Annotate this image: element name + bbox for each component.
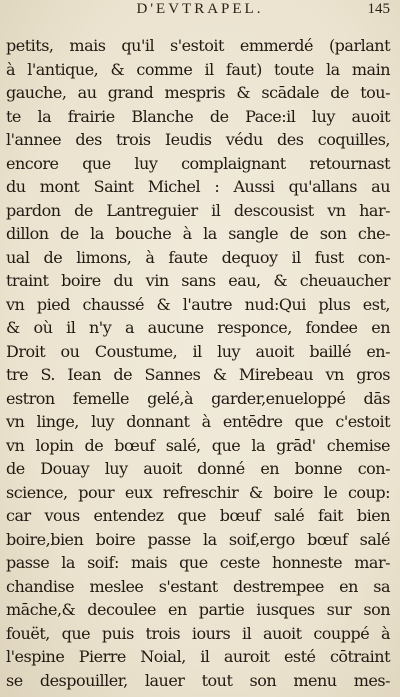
page-number: 145 bbox=[367, 1, 390, 17]
text-line: de Douay luy auoit donné en bonne con- bbox=[6, 459, 390, 478]
text-line: l'annee des trois Ieudis védu des coquilles, bbox=[6, 130, 390, 149]
text-line: petits, mais qu'il s'estoit emmerdé (parlant bbox=[6, 36, 390, 55]
text-line: dillon de la bouche à la sangle de son che- bbox=[6, 224, 390, 243]
text-line: estron femelle gelé,à garder,enueloppé dās bbox=[6, 388, 390, 408]
text-line: te la frairie Blanche de Pace:il luy auoit bbox=[6, 106, 390, 126]
text-line: Droit ou Coustume, il luy auoit baillé en- bbox=[6, 341, 390, 361]
text-line: science, pour eux refreschir & boire le coup: bbox=[6, 482, 390, 502]
text-line: à l'antique, & comme il faut) toute la main bbox=[6, 59, 390, 79]
text-line: boire,bien boire passe la soif,ergo bœuf salé bbox=[6, 529, 390, 549]
text-line: vn linge, luy donnant à entēdre que c'estoit bbox=[6, 412, 390, 431]
body-text bbox=[6, 34, 390, 692]
text-line: traint boire du vin sans eau, & cheuaucher bbox=[6, 271, 390, 290]
text-line: ual de limons, à faute dequoy il fust con- bbox=[6, 247, 390, 267]
text-line: l'espine Pierre Noial, il auroit esté cōtraint bbox=[6, 647, 390, 666]
text-line: pardon de Lantreguier il descousist vn har- bbox=[6, 200, 390, 220]
text-line: māche,& decoulee en partie iusques sur son bbox=[6, 600, 390, 619]
running-title: D'EVTRAPEL. bbox=[136, 1, 264, 17]
page-header bbox=[0, 0, 400, 28]
text-line: vn pied chaussé & l'autre nud:Qui plus est, bbox=[6, 294, 390, 314]
text-line: chandise meslee s'estant destrempee en sa bbox=[6, 576, 390, 596]
text-line: tre S. Iean de Sannes & Mirebeau vn gros bbox=[6, 365, 390, 384]
text-line: se despouiller, lauer tout son menu mes- bbox=[6, 670, 390, 690]
text-line: gauche, au grand mespris & scādale de tou- bbox=[6, 83, 390, 102]
text-line: & où il n'y a aucune responce, fondee en bbox=[6, 318, 390, 337]
text-line: vn lopin de bœuf salé, que la grād' chemise bbox=[6, 435, 390, 455]
text-line: du mont Saint Michel : Aussi qu'allans au bbox=[6, 177, 390, 196]
text-line: fouët, que puis trois iours il auoit couppé à bbox=[6, 623, 390, 643]
text-line: passe la soif: mais que ceste honneste mar- bbox=[6, 553, 390, 572]
text-line: car vous entendez que bœuf salé fait bien bbox=[6, 506, 390, 525]
text-line: encore que luy complaignant retournast bbox=[6, 153, 390, 173]
